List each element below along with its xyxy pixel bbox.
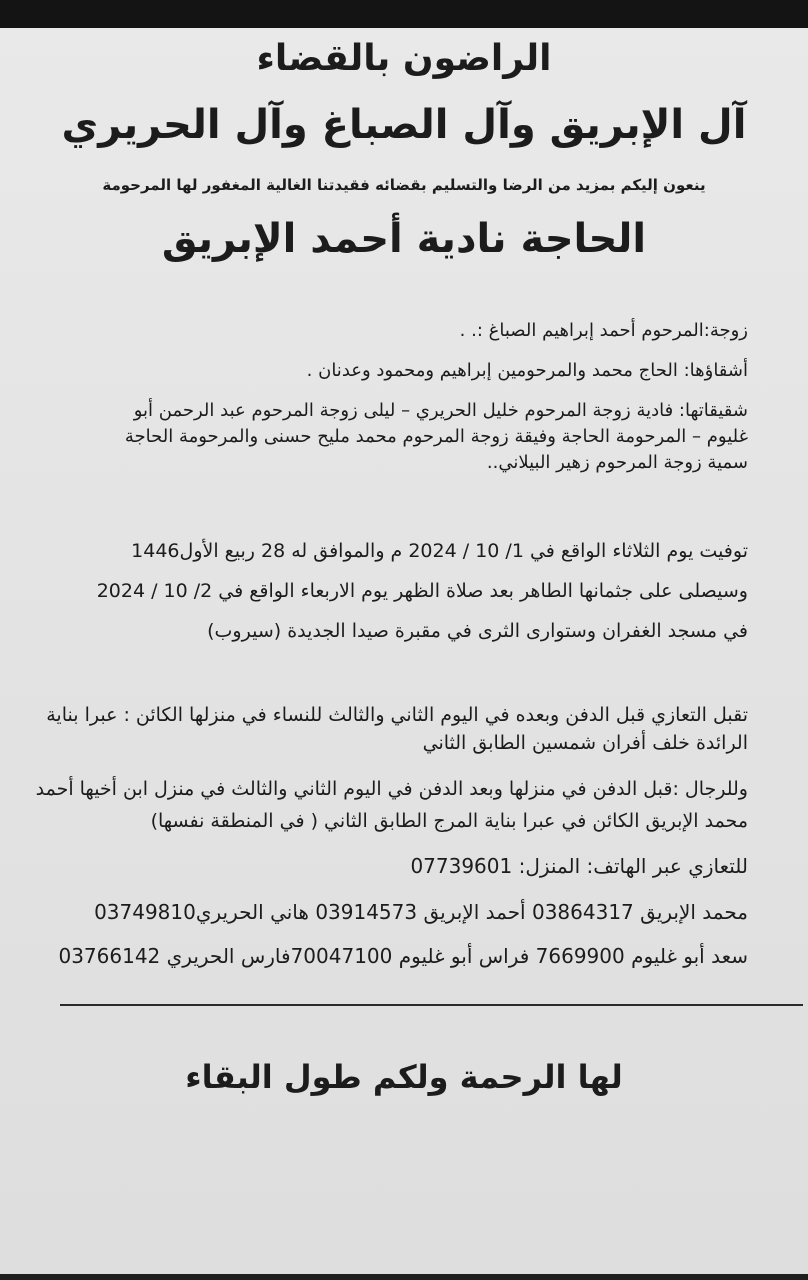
women-condolence-line-2: الرائدة خلف أفران شمسين الطابق الثاني <box>422 732 748 754</box>
phone-intro-line: للتعازي عبر الهاتف: المنزل: 07739601 <box>410 854 748 878</box>
header-intro: ينعون إليكم بمزيد من الرضا والتسليم بقضائه فقيدتنا الغالية المغفور لها المرحومة <box>102 176 706 194</box>
divider-line <box>60 1004 803 1006</box>
obituary-paper <box>0 28 808 1274</box>
husband-line: زوجة:المرحوم أحمد إبراهيم الصباغ :. . <box>459 320 748 341</box>
brothers-line: أشقاؤها: الحاج محمد والمرحومين إبراهيم ومحمود وعدنان . <box>306 360 748 381</box>
top-dark-border <box>0 0 808 28</box>
sisters-line-2: غليوم – المرحومة الحاجة وفيقة زوجة المرحوم محمد مليح حسنى والمرحومة الحاجة <box>124 426 748 447</box>
men-condolence-line-2: محمد الإبريق الكائن في عبرا بناية المرج الطابق الثاني ( في المنطقة نفسها) <box>150 810 748 832</box>
header-line-acceptance: الراضون بالقضاء <box>256 38 552 79</box>
sisters-line-3: سمية زوجة المرحوم زهير البيلاني.. <box>486 452 748 473</box>
sisters-line-1: شقيقاتها: فادية زوجة المرحوم خليل الحريري – ليلى زوجة المرحوم عبد الرحمن أبو <box>133 400 748 421</box>
closing-phrase: لها الرحمة ولكم طول البقاء <box>185 1058 623 1096</box>
women-condolence-line-1: تقبل التعازي قبل الدفن وبعده في اليوم الثاني والثالث للنساء في منزلها الكائن : عبرا بناية <box>46 704 748 726</box>
burial-line: في مسجد الغفران وستوارى الثرى في مقبرة صيدا الجديدة (سيروب) <box>207 620 748 642</box>
bottom-dark-border <box>0 1274 808 1280</box>
phones-row-1: محمد الإبريق 03864317 أحمد الإبريق 03914573 هاني الحريري03749810 <box>94 900 748 924</box>
phones-row-2: سعد أبو غليوم 7669900 فراس أبو غليوم 70047100فارس الحريري 03766142 <box>58 944 748 968</box>
death-date-line: توفيت يوم الثلاثاء الواقع في 1/ 10 / 2024 م والموافق له 28 ربيع الأول1446 <box>131 540 748 562</box>
deceased-name: الحاجة نادية أحمد الإبريق <box>161 216 647 262</box>
header-families: آل الإبريق وآل الصباغ وآل الحريري <box>61 102 747 148</box>
men-condolence-line-1: وللرجال :قبل الدفن في منزلها وبعد الدفن في اليوم الثاني والثالث في منزل ابن أخيها أحمد <box>35 778 748 800</box>
prayer-line: وسيصلى على جثمانها الطاهر بعد صلاة الظهر يوم الاربعاء الواقع في 2/ 10 / 2024 <box>96 580 748 602</box>
